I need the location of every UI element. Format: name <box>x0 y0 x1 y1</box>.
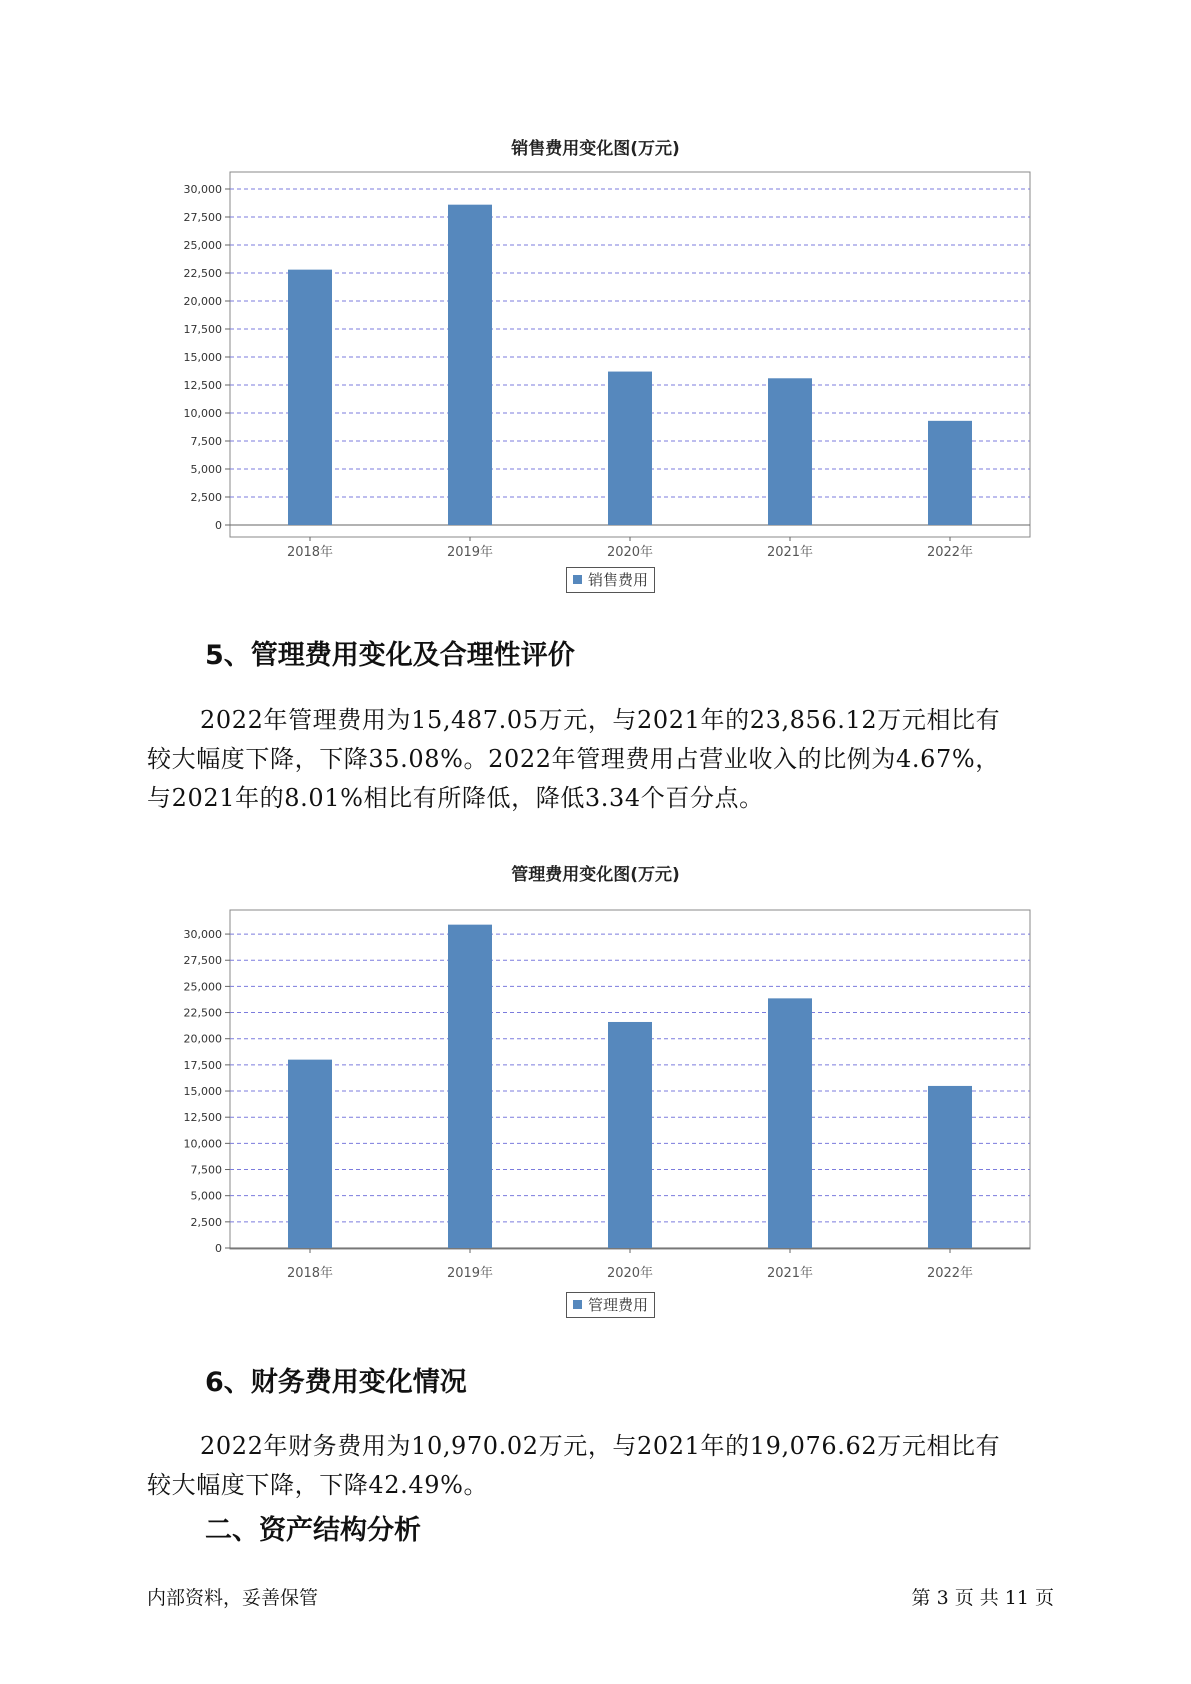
bar <box>288 1060 332 1248</box>
x-tick-label: 2019年 <box>446 1266 494 1281</box>
legend-label: 销售费用 <box>588 571 649 589</box>
x-tick-label: 2020年 <box>606 1266 654 1281</box>
x-tick-label: 2022年 <box>926 545 974 560</box>
bar <box>768 998 812 1248</box>
y-tick-label: 15,000 <box>183 351 222 364</box>
x-tick-label: 2021年 <box>766 545 814 560</box>
y-tick-label: 5,000 <box>190 463 222 476</box>
chart-2-legend <box>566 1292 655 1318</box>
y-tick-label: 2,500 <box>190 491 222 504</box>
y-tick-label: 5,000 <box>190 1189 222 1203</box>
y-tick-label: 25,000 <box>183 239 222 252</box>
y-tick-label: 30,000 <box>183 928 222 942</box>
y-tick-label: 20,000 <box>183 295 222 308</box>
y-tick-label: 27,500 <box>183 954 222 968</box>
y-tick-label: 12,500 <box>183 1111 222 1125</box>
footer-confidential: 内部资料，妥善保管 <box>147 1587 319 1609</box>
section-5-line-3: 与2021年的8.01%相比有所降低，降低3.34个百分点。 <box>147 784 764 812</box>
y-tick-label: 25,000 <box>183 980 222 994</box>
y-tick-label: 22,500 <box>183 267 222 280</box>
y-tick-label: 17,500 <box>183 1058 222 1072</box>
y-tick-label: 10,000 <box>183 407 222 420</box>
y-tick-label: 17,500 <box>183 323 222 336</box>
legend-swatch <box>573 1300 582 1309</box>
chart-2-title: 管理费用变化图(万元) <box>511 865 680 885</box>
y-tick-label: 20,000 <box>183 1032 222 1046</box>
section-5-line-1: 2022年管理费用为15,487.05万元，与2021年的23,856.12万元相比有 <box>200 706 1001 734</box>
section-6-line-2: 较大幅度下降，下降42.49%。 <box>147 1471 489 1499</box>
y-tick-label: 2,500 <box>190 1215 222 1229</box>
legend-label: 管理费用 <box>588 1296 649 1314</box>
footer-page-number: 第 3 页 共 11 页 <box>911 1587 1054 1609</box>
x-tick-label: 2018年 <box>286 1266 334 1281</box>
y-tick-label: 22,500 <box>183 1006 222 1020</box>
y-tick-label: 12,500 <box>183 379 222 392</box>
y-tick-label: 27,500 <box>183 211 222 224</box>
x-tick-label: 2020年 <box>606 545 654 560</box>
section-6-heading: 6、财务费用变化情况 <box>205 1367 467 1398</box>
y-tick-label: 7,500 <box>190 1163 222 1177</box>
section-5-line-2: 较大幅度下降，下降35.08%。2022年管理费用占营业收入的比例为4.67%， <box>147 745 1000 773</box>
x-tick-label: 2022年 <box>926 1266 974 1281</box>
x-tick-label: 2018年 <box>286 545 334 560</box>
section-5-heading: 5、管理费用变化及合理性评价 <box>205 640 575 671</box>
y-tick-label: 30,000 <box>183 183 222 196</box>
x-tick-label: 2021年 <box>766 1266 814 1281</box>
chart-1-title: 销售费用变化图(万元) <box>511 139 680 159</box>
section-6-paragraph <box>147 1427 1047 1505</box>
section-two-heading: 二、资产结构分析 <box>205 1515 421 1546</box>
bar <box>448 925 492 1248</box>
y-tick-label: 10,000 <box>183 1137 222 1151</box>
bar <box>928 1086 972 1248</box>
bar <box>608 1022 652 1248</box>
y-tick-label: 7,500 <box>190 435 222 448</box>
section-6-line-1: 2022年财务费用为10,970.02万元，与2021年的19,076.62万元相比有 <box>200 1432 1001 1460</box>
y-tick-label: 0 <box>215 519 222 532</box>
y-tick-label: 0 <box>215 1242 222 1255</box>
x-tick-label: 2019年 <box>446 545 494 560</box>
y-tick-label: 15,000 <box>183 1085 222 1099</box>
